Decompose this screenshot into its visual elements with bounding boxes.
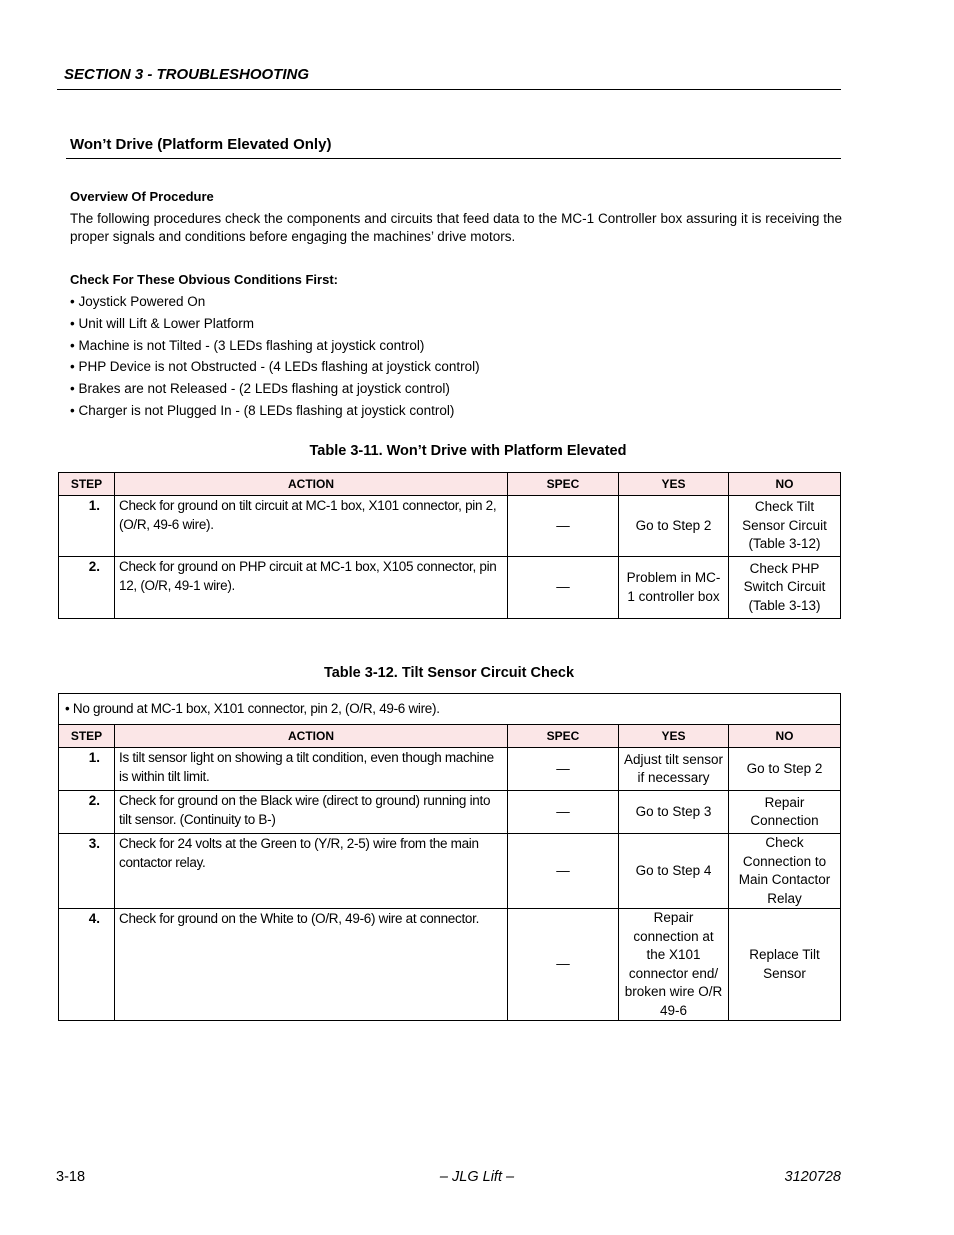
spec-cell: — bbox=[508, 557, 619, 619]
col-action-header: ACTION bbox=[115, 725, 508, 748]
table-row bbox=[59, 909, 841, 1021]
spec-cell: — bbox=[508, 909, 619, 1021]
step-cell: 4. bbox=[59, 909, 115, 1021]
col-yes-header: YES bbox=[619, 473, 729, 496]
page-title: Won’t Drive (Platform Elevated Only) bbox=[70, 136, 332, 153]
table1 bbox=[58, 472, 841, 619]
overview-text: The following procedures check the components and circuits that feed data to the MC-1 Controller box assuring it is receiving the proper signals and conditions before engaging the machines’ drive motors. bbox=[70, 211, 842, 244]
table-row bbox=[59, 748, 841, 791]
footer-brand: – JLG Lift – bbox=[439, 1169, 515, 1185]
col-step-header: STEP bbox=[59, 725, 115, 748]
condition-item: • Brakes are not Released - (2 LEDs flashing at joystick control) bbox=[70, 381, 450, 397]
condition-item: • Joystick Powered On bbox=[70, 294, 206, 309]
col-step-header: STEP bbox=[59, 473, 115, 496]
table2-note-row bbox=[59, 694, 841, 725]
col-no-header: NO bbox=[729, 725, 841, 748]
action-cell: Check for ground on PHP circuit at MC-1 box, X105 connector, pin 12, (O/R, 49-1 wire). bbox=[115, 557, 508, 619]
overview-heading: Overview Of Procedure bbox=[70, 189, 214, 204]
yes-cell: Go to Step 2 bbox=[619, 496, 729, 557]
col-spec-header: SPEC bbox=[508, 725, 619, 748]
step-cell: 2. bbox=[59, 557, 115, 619]
action-cell: Check for 24 volts at the Green to (Y/R, 2-5) wire from the main contactor relay. bbox=[115, 834, 508, 909]
conditions-list bbox=[70, 293, 480, 424]
action-cell: Is tilt sensor light on showing a tilt condition, even though machine is within tilt limit. bbox=[115, 748, 508, 791]
table2-caption: Table 3-12. Tilt Sensor Circuit Check bbox=[323, 665, 575, 681]
col-no-header: NO bbox=[729, 473, 841, 496]
table-row bbox=[59, 557, 841, 619]
table-row bbox=[59, 791, 841, 834]
table2-note: • No ground at MC-1 box, X101 connector, pin 2, (O/R, 49-6 wire). bbox=[59, 694, 841, 725]
action-cell: Check for ground on the Black wire (direct to ground) running into tilt sensor. (Continuity to B-) bbox=[115, 791, 508, 834]
condition-item: • Machine is not Tilted - (3 LEDs flashing at joystick control) bbox=[70, 337, 425, 353]
col-yes-header: YES bbox=[619, 725, 729, 748]
section-header: SECTION 3 - TROUBLESHOOTING bbox=[64, 66, 310, 83]
action-cell: Check for ground on the White to (O/R, 49-6) wire at connector. bbox=[115, 909, 508, 1021]
condition-item: • PHP Device is not Obstructed - (4 LEDs flashing at joystick control) bbox=[70, 359, 480, 375]
yes-cell: Repair connection at the X101 connector end/ broken wire O/R 49-6 bbox=[619, 909, 729, 1021]
spec-cell: — bbox=[508, 834, 619, 909]
table-row bbox=[59, 496, 841, 557]
spec-cell: — bbox=[508, 496, 619, 557]
header-rule bbox=[57, 89, 841, 90]
conditions-heading: Check For These Obvious Conditions First: bbox=[70, 272, 338, 287]
yes-cell: Problem in MC-1 controller box bbox=[619, 557, 729, 619]
no-cell: Repair Connection bbox=[729, 791, 841, 834]
yes-cell: Adjust tilt sensor if necessary bbox=[619, 748, 729, 791]
title-rule bbox=[66, 158, 841, 159]
step-cell: 2. bbox=[59, 791, 115, 834]
table1-header-row bbox=[59, 473, 841, 496]
col-spec-header: SPEC bbox=[508, 473, 619, 496]
document-number: 3120728 bbox=[784, 1169, 841, 1185]
condition-item: • Unit will Lift & Lower Platform bbox=[70, 315, 255, 331]
no-cell: Replace Tilt Sensor bbox=[729, 909, 841, 1021]
spec-cell: — bbox=[508, 791, 619, 834]
table1-caption: Table 3-11. Won’t Drive with Platform Elevated bbox=[309, 443, 627, 459]
yes-cell: Go to Step 3 bbox=[619, 791, 729, 834]
spec-cell: — bbox=[508, 748, 619, 791]
no-cell: Check Connection to Main Contactor Relay bbox=[729, 834, 841, 909]
condition-item: • Charger is not Plugged In - (8 LEDs flashing at joystick control) bbox=[70, 402, 455, 418]
page-number: 3-18 bbox=[56, 1169, 86, 1185]
table2-header-row bbox=[59, 725, 841, 748]
no-cell: Go to Step 2 bbox=[729, 748, 841, 791]
action-cell: Check for ground on tilt circuit at MC-1 box, X101 connector, pin 2, (O/R, 49-6 wire). bbox=[115, 496, 508, 557]
yes-cell: Go to Step 4 bbox=[619, 834, 729, 909]
no-cell: Check PHP Switch Circuit (Table 3-13) bbox=[729, 557, 841, 619]
step-cell: 1. bbox=[59, 496, 115, 557]
step-cell: 3. bbox=[59, 834, 115, 909]
table-row bbox=[59, 834, 841, 909]
no-cell: Check Tilt Sensor Circuit (Table 3-12) bbox=[729, 496, 841, 557]
table2 bbox=[58, 693, 841, 1021]
col-action-header: ACTION bbox=[115, 473, 508, 496]
step-cell: 1. bbox=[59, 748, 115, 791]
